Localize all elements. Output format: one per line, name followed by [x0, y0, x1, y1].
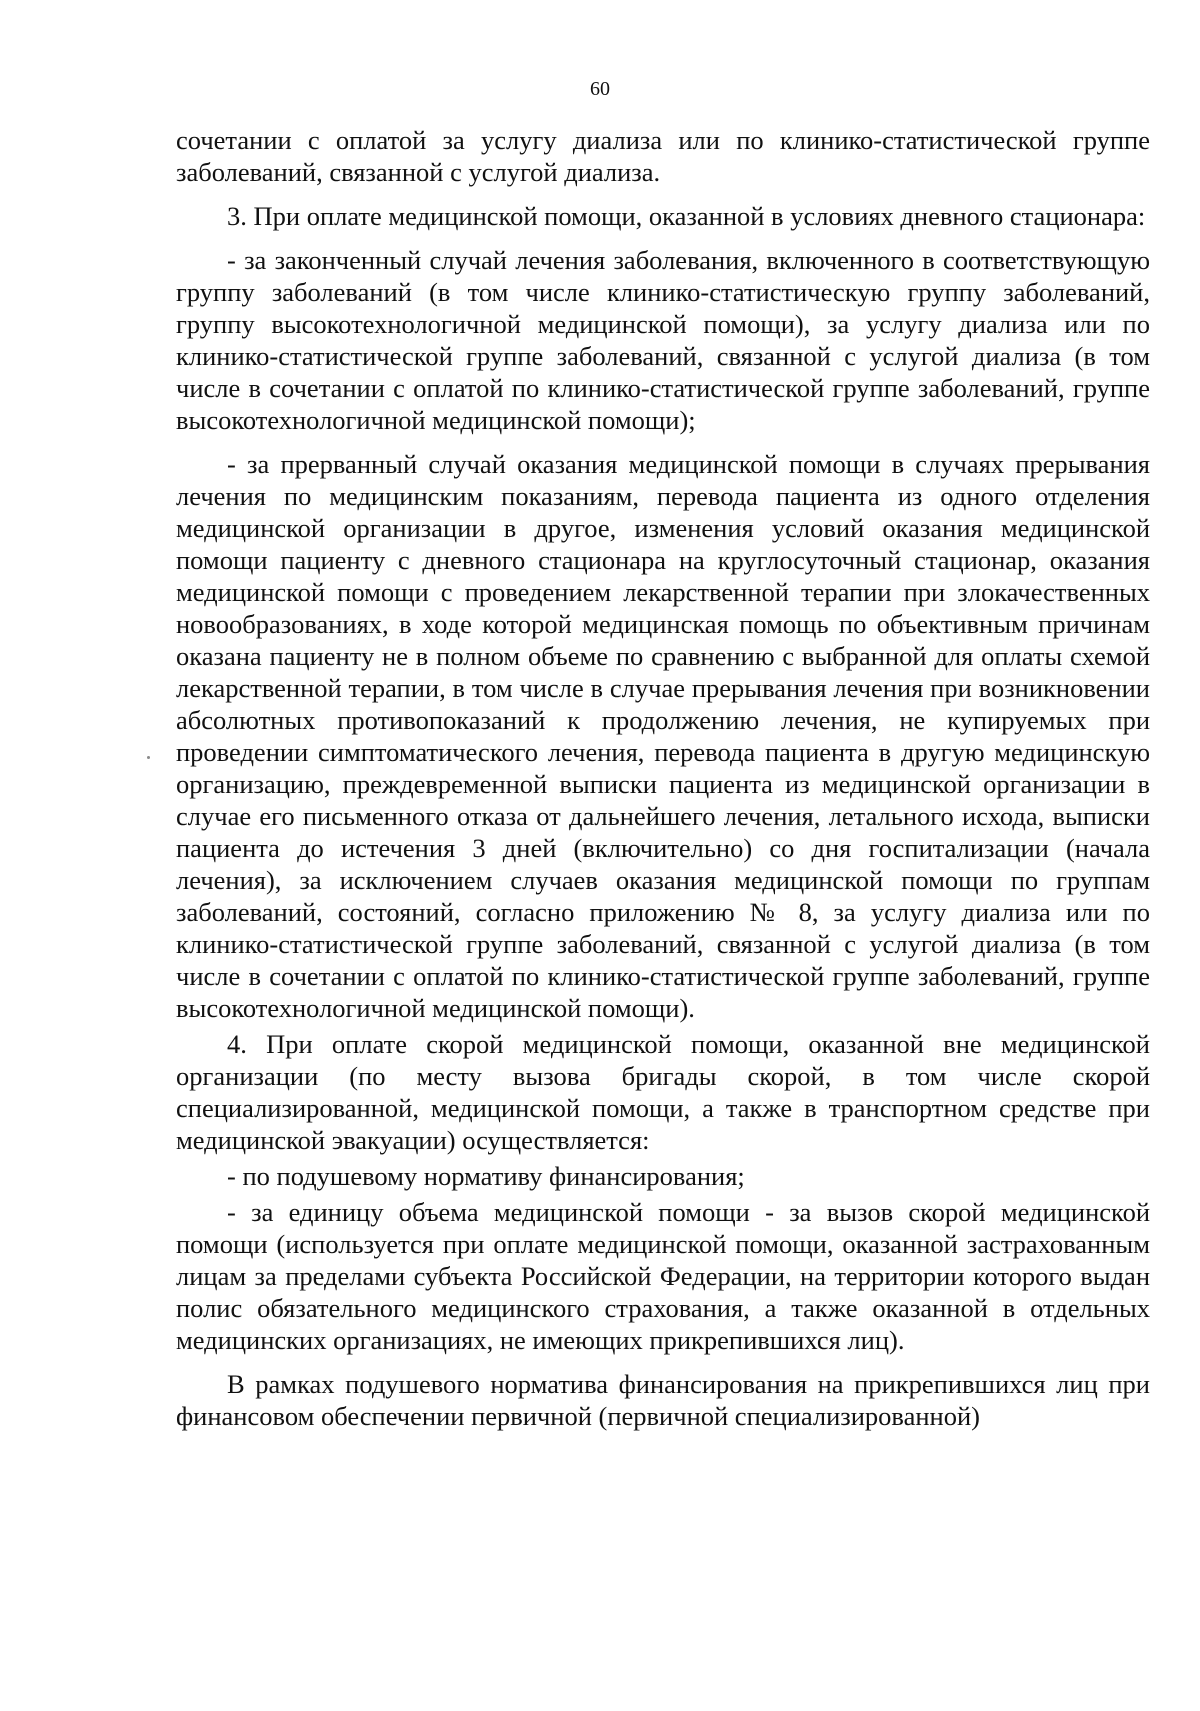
document-body — [176, 124, 1150, 1432]
paragraph-per-capita-framework: В рамках подушевого норматива финансирования на прикрепившихся лиц при финансовом обеспечении первичной (первичной специализированной) — [176, 1369, 1150, 1431]
paragraph-per-capita: - по подушевому нормативу финансирования; — [227, 1161, 745, 1191]
paragraph-interrupted-case: - за прерванный случай оказания медицинской помощи в случаях прерывания лечения по медицинским показаниям, перевода пациента из одного отделения медицинской организации в другое, изменения условий оказания медицинской помощи пациенту с дневного стационара на круглосуточный стационар, оказания медицинской помощи с проведением лекарственной терапии при злокачественных новообразованиях, в ходе которой медицинская помощь по объективным причинам оказана пациенту не в полном объеме по сравнению с выбранной для оплаты схемой лекарственной терапии, в том числе в случае прерывания лечения при возникновении абсолютных противопоказаний к продолжению лечения, не купируемых при проведении симптоматического лечения, перевода пациента в другую медицинскую организацию, преждевременной выписки пациента из медицинской организации в случае его письменного отказа от дальнейшего лечения, летального исхода, выписки пациента до истечения 3 дней (включительно) со дня госпитализации (начала лечения), за исключением случаев оказания медицинской помощи по группам заболеваний, состояний, согласно приложению № 8, за услугу диализа или по клинико-статистической группе заболеваний, связанной с услугой диализа (в том числе в сочетании с оплатой по клинико-статистической группе заболеваний, группе высокотехнологичной медицинской помощи). — [176, 449, 1150, 1023]
paragraph-per-unit: - за единицу объема медицинской помощи - за вызов скорой медицинской помощи (используется при оплате медицинской помощи, оказанной застрахованным лицам за пределами субъекта Российской Федерации, на территории которого выдан полис обязательного медицинского страхования, а также оказанной в отдельных медицинских организациях, не имеющих прикрепившихся лиц). — [176, 1197, 1150, 1355]
paragraph-completed-case: - за законченный случай лечения заболевания, включенного в соответствующую группу заболеваний (в том числе клинико-статистическую группу заболеваний, группу высокотехнологичной медицинской помощи), за услугу диализа или по клинико-статистической группе заболеваний, связанной с услугой диализа (в том числе в сочетании с оплатой по клинико-статистической группе заболеваний, группе высокотехнологичной медицинской помощи); — [176, 245, 1150, 435]
paragraph-item-3: 3. При оплате медицинской помощи, оказанной в условиях дневного стационара: — [227, 201, 1146, 231]
scan-artifact-dot — [147, 756, 150, 759]
paragraph-continuation: сочетании с оплатой за услугу диализа или по клинико-статистической группе заболеваний, связанной с услугой диализа. — [176, 125, 1150, 187]
page-number: 60 — [590, 78, 610, 100]
paragraph-item-4: 4. При оплате скорой медицинской помощи, оказанной вне медицинской организации (по месту вызова бригады скорой, в том числе скорой специализированной, медицинской помощи, а также в транспортном средстве при медицинской эвакуации) осуществляется: — [176, 1029, 1150, 1155]
